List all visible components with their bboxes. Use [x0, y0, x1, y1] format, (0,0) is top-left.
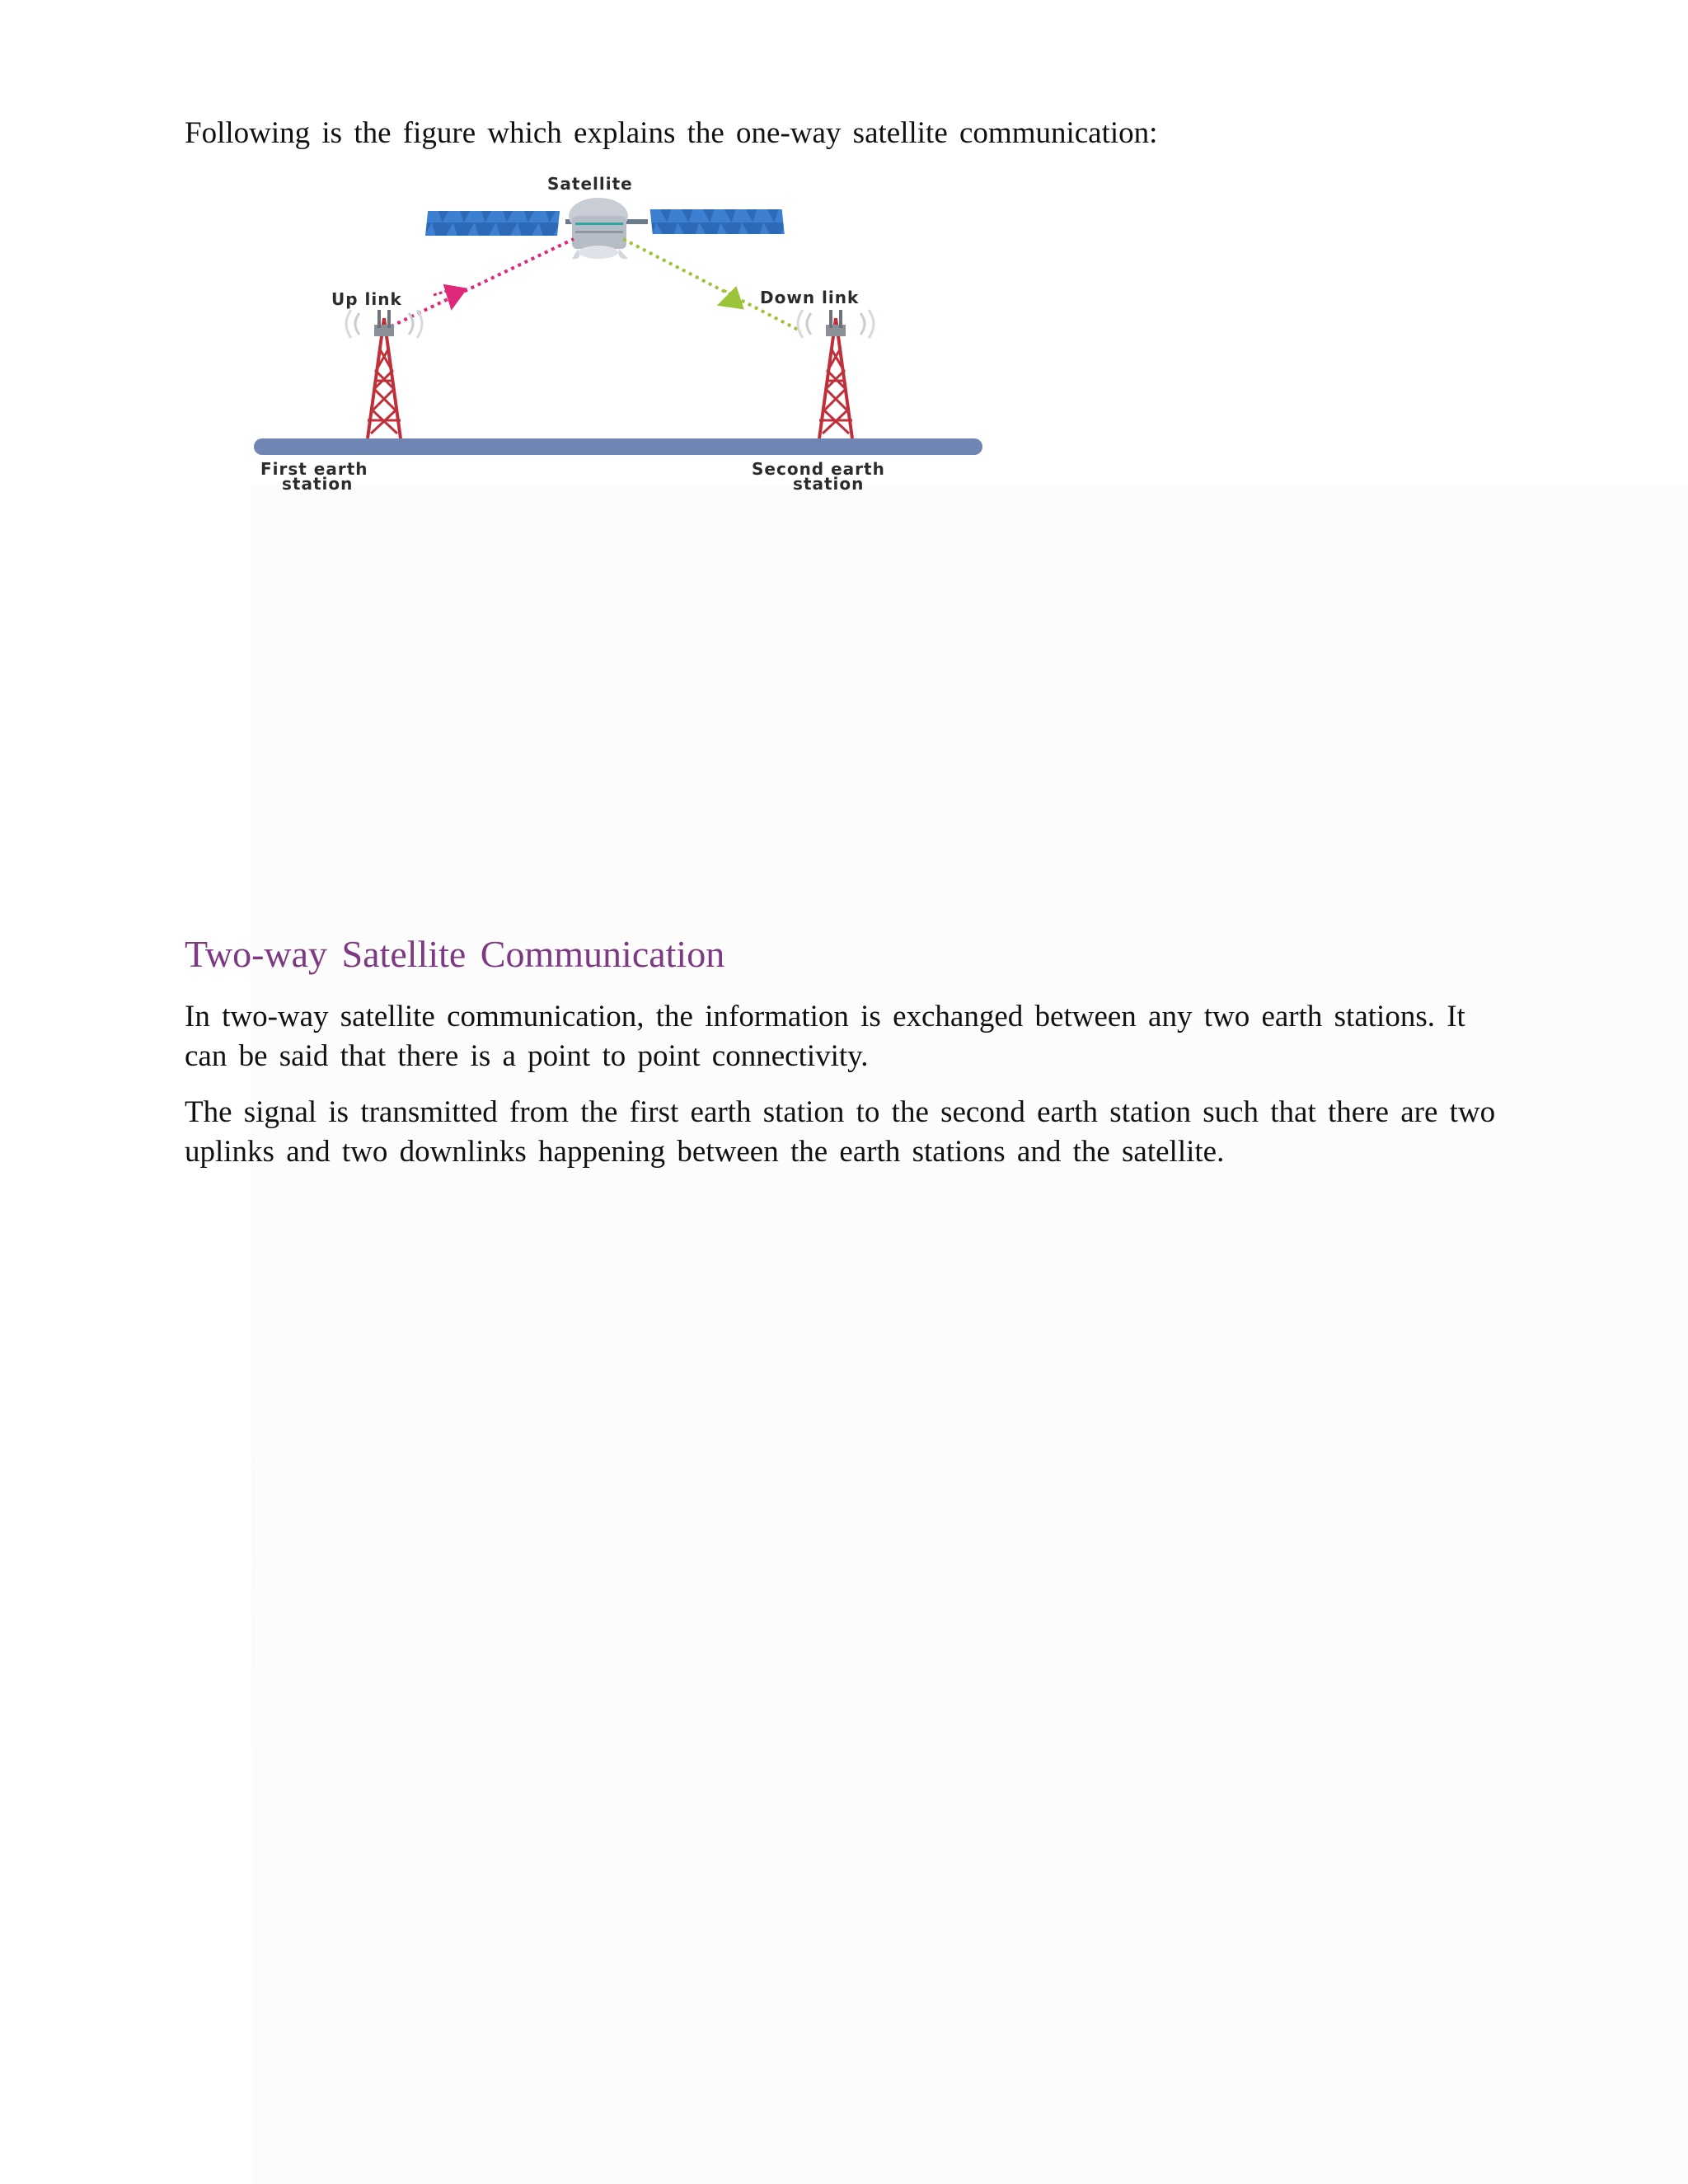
ground-bar [254, 438, 982, 455]
uplink-label: Up link [331, 289, 402, 309]
downlink-line [623, 239, 801, 331]
uplink-line [384, 239, 574, 330]
section-heading: Two-way Satellite Communication [185, 933, 725, 975]
downlink-label: Down link [760, 288, 860, 307]
one-way-satellite-figure [244, 173, 986, 494]
satellite-label: Satellite [547, 174, 633, 194]
page-background [251, 486, 1688, 2184]
first-station-label-line2: station [282, 474, 354, 494]
second-station-label-line2: station [793, 474, 865, 494]
paragraph-1-line-1: In two-way satellite communication, the information is exchanged between any two earth stations. It [185, 1000, 1465, 1033]
downlink-arrow-icon [724, 290, 738, 302]
paragraph-2-line-2: uplinks and two downlinks happening between the earth stations and the satellite. [185, 1135, 1225, 1169]
paragraph-1-line-2: can be said that there is a point to point connectivity. [185, 1039, 869, 1073]
two-way-paragraph-2 [185, 1093, 1495, 1172]
satellite-icon [425, 198, 785, 259]
first-earth-station-tower-icon [346, 310, 422, 438]
paragraph-2-line-1: The signal is transmitted from the first earth station to the second earth station such that there are two [185, 1095, 1496, 1129]
intro-paragraph: Following is the figure which explains the one-way satellite communication: [185, 116, 1158, 150]
first-station-label-line1: First earth [260, 459, 368, 479]
second-earth-station-tower-icon [798, 310, 874, 438]
second-station-label-line1: Second earth [752, 459, 885, 479]
two-way-paragraph-1 [185, 997, 1465, 1076]
